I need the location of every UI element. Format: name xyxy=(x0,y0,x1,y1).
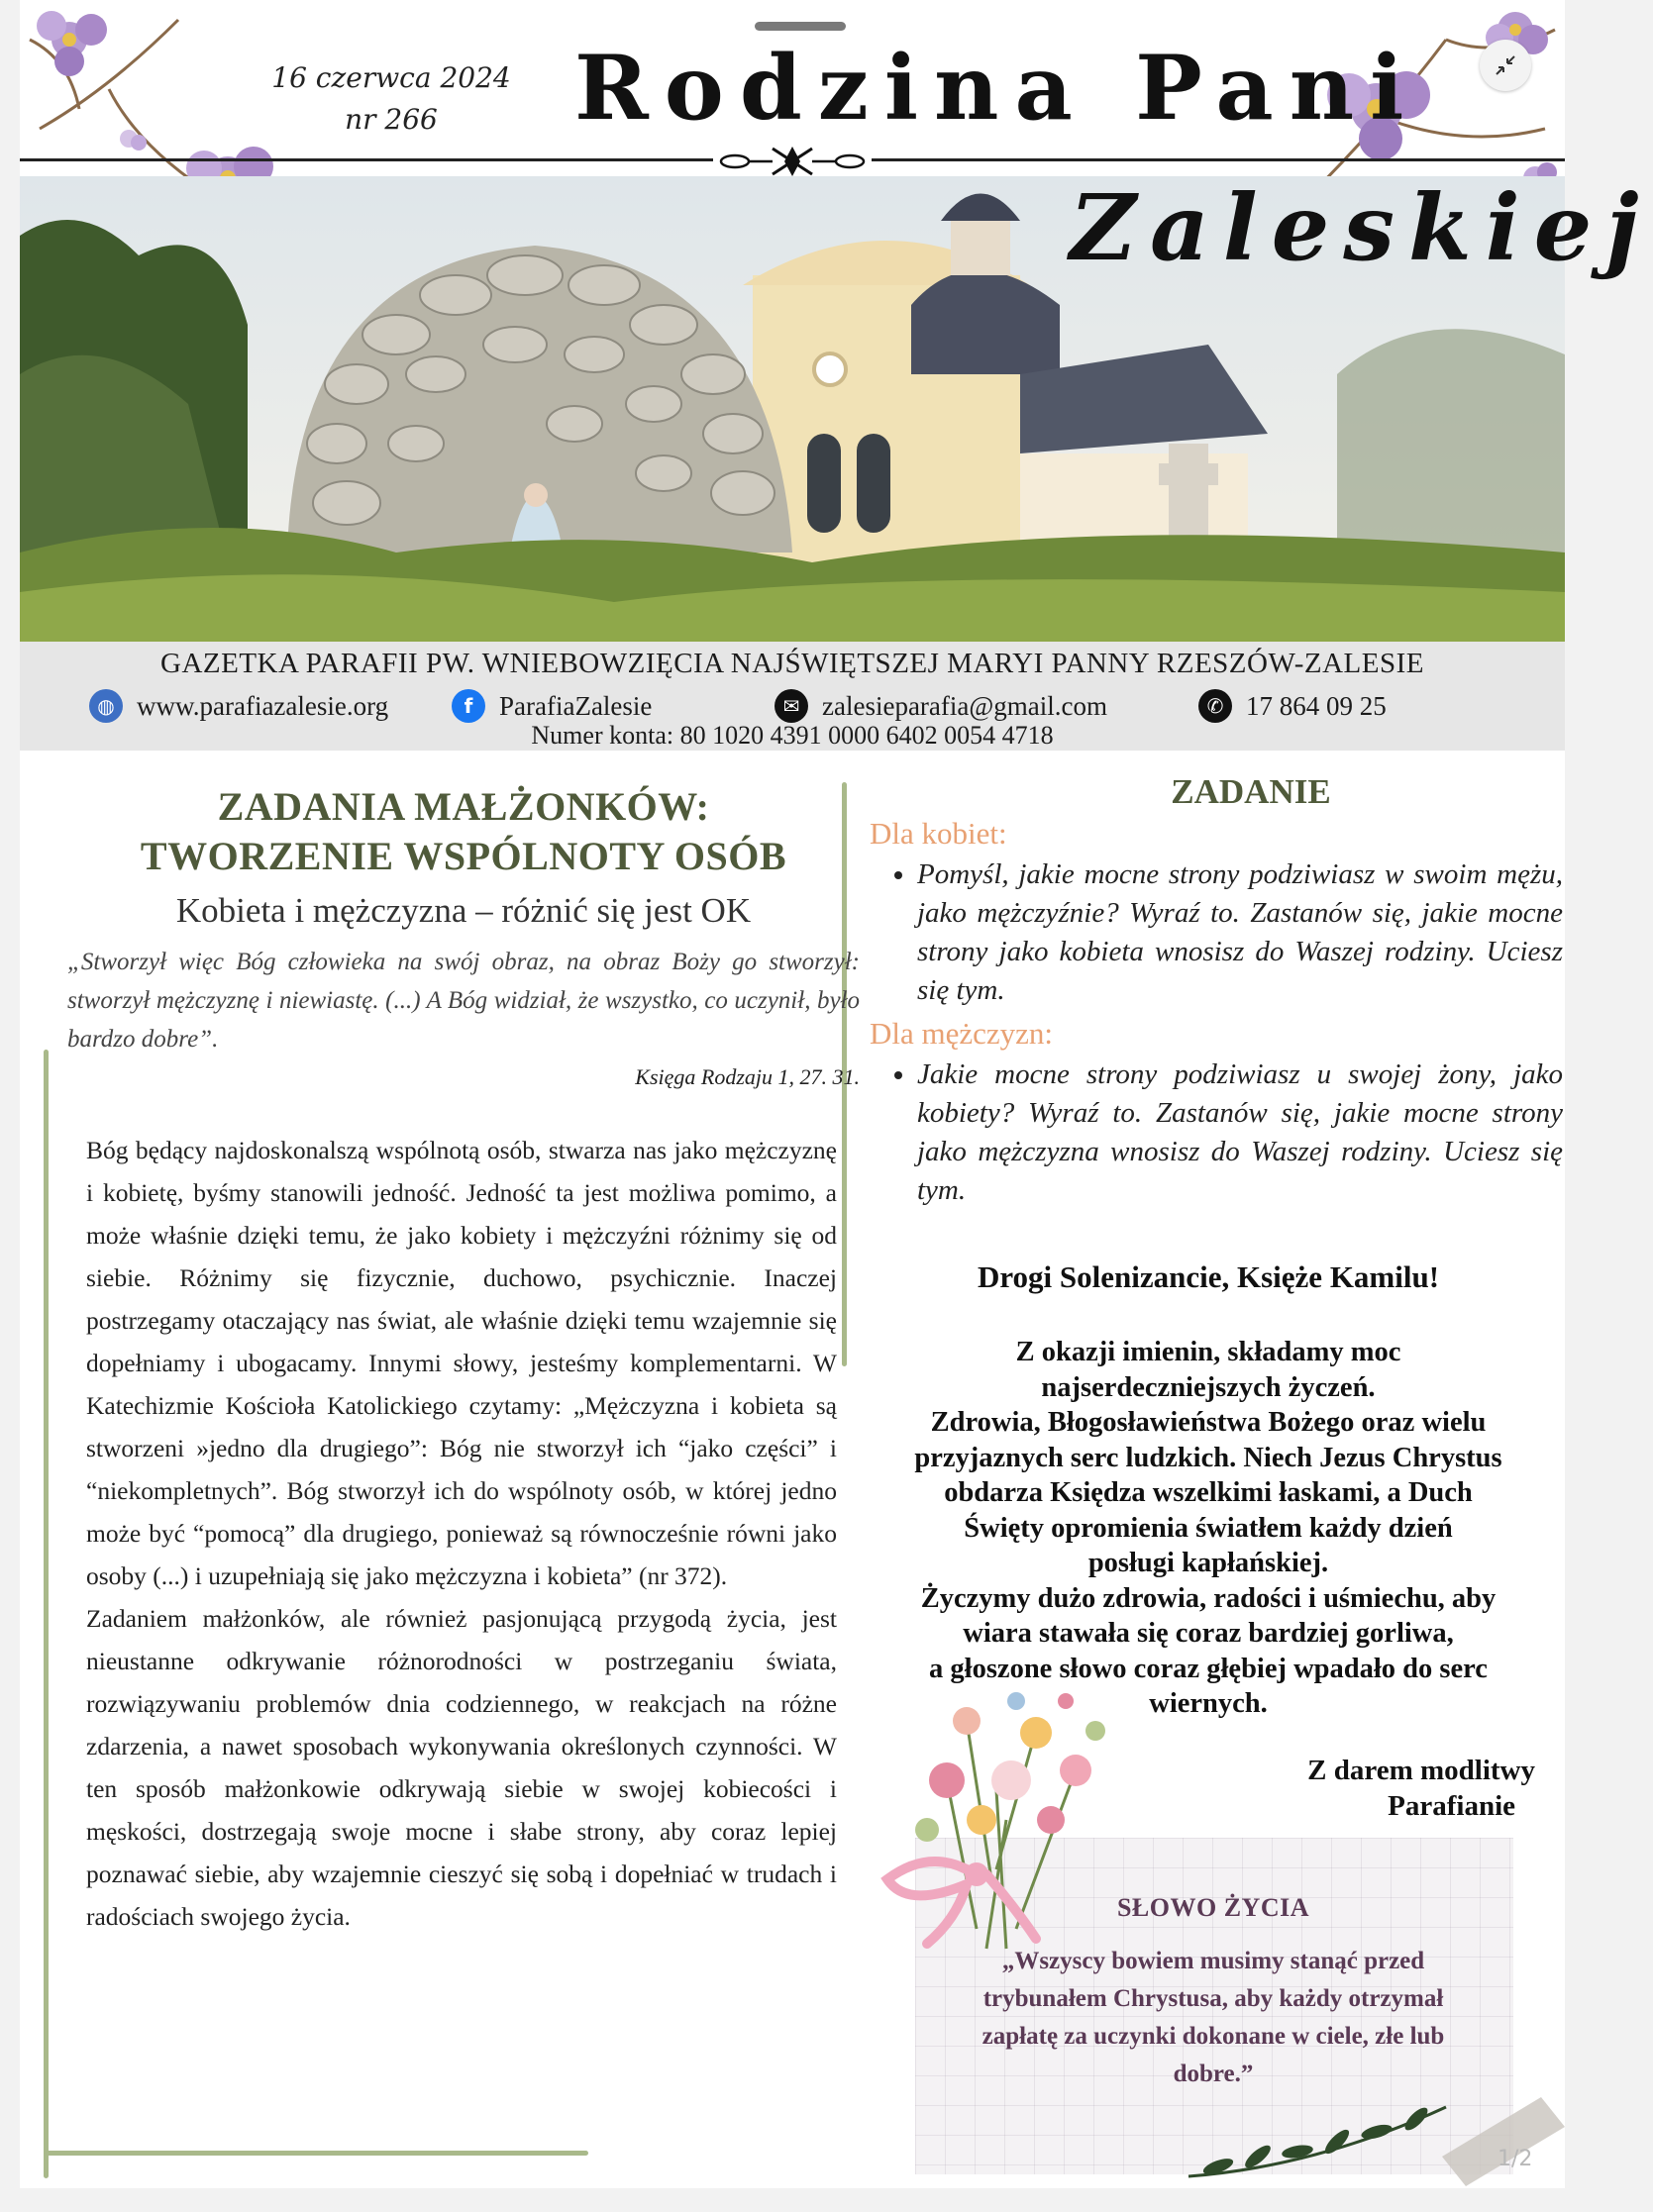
left-border-line xyxy=(44,1050,49,2178)
wishes-line: a głoszone słowo coraz głębiej wpadało do serc xyxy=(929,1653,1488,1684)
wishes-line: Z okazji imienin, składamy moc xyxy=(1015,1337,1401,1367)
article-subtitle: Kobieta i mężczyzna – różnić się jest OK xyxy=(175,891,752,930)
task-women-text: • Pomyśl, jakie mocne strony podziwiasz w swoim mężu, jako mężczyźnie? Wyraź to. Zastanów się, jakie mocne strony jako kobieta wnosisz do Waszej rodziny. Uciesz się tym. xyxy=(917,855,1563,1010)
facebook-link[interactable] xyxy=(452,689,652,723)
wishes-line: przyjaznych serc ludzkich. Niech Jezus Chrystus xyxy=(914,1442,1502,1473)
parish-name: GAZETKA PARAFII PW. WNIEBOWZIĘCIA NAJŚWIĘTSZEJ MARYI PANNY RZESZÓW-ZALESIE xyxy=(160,648,1424,679)
facebook-icon: f xyxy=(452,689,485,723)
exit-fullscreen-button[interactable] xyxy=(1480,40,1531,91)
mail-icon: ✉ xyxy=(775,689,808,723)
signature-line1: Z darem modlitwy xyxy=(1307,1755,1535,1786)
wishes-line: Życzymy dużo zdrowia, radości i uśmiechu, aby xyxy=(920,1582,1497,1614)
masthead-title-line2: Zaleskiej xyxy=(1070,174,1653,281)
bible-quote-source: Księga Rodzaju 1, 27. 31. xyxy=(635,1064,860,1089)
leaf-branch-illustration xyxy=(1179,2097,1456,2188)
page-indicator: 1/2 xyxy=(1498,2147,1533,2171)
article xyxy=(67,782,860,1090)
article-title-line1: ZADANIA MAŁŻONKÓW: xyxy=(217,784,710,829)
website-text: www.parafiazalesie.org xyxy=(137,690,389,721)
task-women-list xyxy=(870,855,1563,1010)
phone-link[interactable] xyxy=(1198,689,1387,723)
wishes-line: najserdeczniejszych życzeń. xyxy=(1041,1371,1376,1403)
wishes-greeting: Drogi Solenizancie, Księże Kamilu! xyxy=(977,1259,1440,1294)
article-paragraph: Bóg będący najdoskonalszą wspólnotą osób, stwarza nas jako mężczyznę i kobietę, byśmy stanowili jedność. Jedność ta jest możliwa pomimo, a może właśnie dzięki temu, że jako kobiety i mężczyźni różnimy się od siebie. Różnimy się fizycznie, duchowo, psychicznie. Inaczej postrzegamy otaczający nas świat, ale właśnie dzięki temu wzajemnie się dopełniamy i ubogacamy. Innymi słowy, jesteśmy komplementarni. W Katechizmie Kościoła Katolickiego czytamy: „Mężczyzna i kobieta są stworzeni »jedno dla drugiego”: Bóg nie stworzył ich “jako części” i “niekompletnych”. Bóg stworzył ich do wspólnoty osób, w której jedno może być “pomocą” dla drugiego, ponieważ są równocześnie równi jako osoby (...) i uzupełniają się jako mężczyzna i kobieta” (nr 372). xyxy=(86,1136,837,1590)
task-section xyxy=(870,772,1563,1216)
bible-quote: „Stworzył więc Bóg człowieka na swój obraz, na obraz Boży go stworzył: stworzył mężczyznę i niewiastę. (...) A Bóg widział, że wszystko, co uczynił, było bardzo dobre”. xyxy=(67,949,860,1053)
wishes-line: Zdrowia, Błogosławieństwa Bożego oraz wielu xyxy=(930,1407,1487,1438)
wishes-line: obdarza Księdza wszelkimi łaskami, a Duch xyxy=(944,1477,1473,1508)
email-link[interactable] xyxy=(775,689,1107,723)
wishes-body xyxy=(872,1335,1545,1722)
collapse-icon xyxy=(1495,54,1516,76)
wishes-line: wiara stawała się coraz bardziej gorliwa, xyxy=(963,1618,1454,1649)
article-body xyxy=(86,1129,837,1938)
parish-info-band xyxy=(20,642,1565,751)
issue-number: nr 266 xyxy=(345,103,438,136)
word-of-life-quote: „Wszyscy bowiem musimy stanąć przed trybunałem Chrystusa, aby każdy otrzymał zapłatę za uczynki dokonane w ciele, złe lub dobre.” xyxy=(981,1948,1445,2087)
globe-icon: ◍ xyxy=(89,689,123,723)
article-paragraph: Zadaniem małżonków, ale również pasjonującą przygodą życia, jest nieustanne odkrywanie różnorodności w postrzeganiu świata, rozwiązywaniu problemów dnia codziennego, w reakcjach na różne zdarzenia, a nawet sposobach wykonywania określonych czynności. W ten sposób małżonkowie odkrywają siebie w swojej kobiecości i męskości, dostrzegają swoje mocne i słabe strony, aby coraz lepiej poznawać siebie, aby wzajemnie cieszyć się sobą i dopełniać w trudach i radościach swojego życia. xyxy=(86,1604,837,1931)
task-men-list xyxy=(870,1056,1563,1210)
article-title xyxy=(67,782,860,881)
task-women-label: Dla kobiet: xyxy=(870,816,1007,851)
task-title: ZADANIE xyxy=(1171,772,1331,811)
bank-account: Numer konta: 80 1020 4391 0000 6402 0054 4718 xyxy=(531,721,1054,750)
task-men-text: • Jakie mocne strony podziwiasz u swojej żony, jako kobiety? Wyraź to. Zastanów się, jakie mocne strony jako mężczyzna wnosisz do Waszej rodziny. Uciesz się tym. xyxy=(917,1056,1563,1210)
phone-icon: ✆ xyxy=(1198,689,1232,723)
website-link[interactable] xyxy=(89,689,388,723)
wishes-line: Święty opromienia światłem każdy dzień xyxy=(964,1512,1453,1544)
ornament-divider xyxy=(713,145,872,178)
tape-decoration xyxy=(1442,2097,1565,2186)
phone-text: 17 864 09 25 xyxy=(1246,690,1387,721)
word-of-life-title: SŁOWO ŻYCIA xyxy=(1116,1893,1310,1922)
drag-handle[interactable] xyxy=(755,22,846,31)
article-title-line2: TWORZENIE WSPÓLNOTY OSÓB xyxy=(140,834,787,878)
facebook-text: ParafiaZalesie xyxy=(499,690,653,721)
wishes-line: wiernych. xyxy=(1149,1688,1268,1719)
masthead-title-line1: Rodzina Pani xyxy=(574,36,1420,141)
name-day-wishes xyxy=(872,1257,1545,1722)
newsletter-page[interactable] xyxy=(20,0,1653,2188)
task-men-label: Dla mężczyzn: xyxy=(870,1016,1054,1051)
issue-info xyxy=(267,57,515,141)
wishes-signature xyxy=(1179,1753,1535,1824)
email-text: zalesieparafia@gmail.com xyxy=(822,690,1107,721)
signature-line2: Parafianie xyxy=(1388,1790,1515,1822)
wishes-line: posługi kapłańskiej. xyxy=(1087,1548,1329,1578)
bottom-border-line xyxy=(44,2151,588,2156)
issue-date: 16 czerwca 2024 xyxy=(271,61,511,94)
